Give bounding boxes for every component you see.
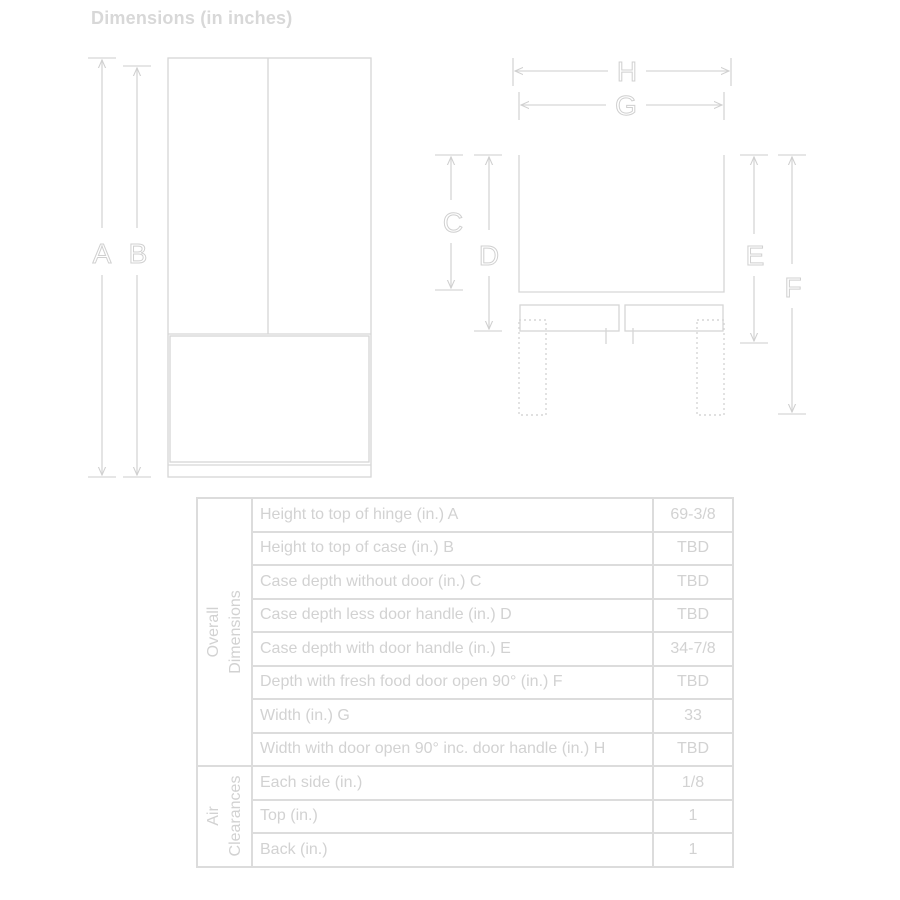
row-label: Case depth with door handle (in.) E xyxy=(252,632,653,666)
row-value: 1 xyxy=(653,800,733,834)
table-row xyxy=(197,565,733,599)
row-label: Height to top of case (in.) B xyxy=(252,532,653,566)
table-row xyxy=(197,666,733,700)
group-air-clearances: Air Clearances xyxy=(197,766,252,867)
group-overall-dimensions: Overall Dimensions xyxy=(197,498,252,766)
right-door-top-view xyxy=(625,305,723,331)
right-door-open-outline xyxy=(697,320,724,415)
row-label: Case depth less door handle (in.) D xyxy=(252,599,653,633)
table-row xyxy=(197,800,733,834)
label-c: C xyxy=(442,207,464,238)
row-value: 33 xyxy=(653,699,733,733)
row-label: Top (in.) xyxy=(252,800,653,834)
row-value: TBD xyxy=(653,532,733,566)
label-d: D xyxy=(478,240,500,271)
table-row xyxy=(197,532,733,566)
row-label: Width with door open 90° inc. door handle (in.) H xyxy=(252,733,653,767)
row-value: 34-7/8 xyxy=(653,632,733,666)
row-label: Case depth without door (in.) C xyxy=(252,565,653,599)
table-row xyxy=(197,498,733,532)
table-row xyxy=(197,766,733,800)
row-label: Height to top of hinge (in.) A xyxy=(252,498,653,532)
row-label: Each side (in.) xyxy=(252,766,653,800)
table-row xyxy=(197,632,733,666)
table-row xyxy=(197,699,733,733)
row-value: TBD xyxy=(653,666,733,700)
freezer-drawer xyxy=(170,336,369,462)
row-value: 1 xyxy=(653,833,733,867)
table-row xyxy=(197,599,733,633)
label-f: F xyxy=(784,272,802,303)
label-h: H xyxy=(616,56,638,87)
row-label: Depth with fresh food door open 90° (in.) F xyxy=(252,666,653,700)
dimensions-table xyxy=(196,497,734,868)
left-door-open-outline xyxy=(519,320,546,415)
row-value: 1/8 xyxy=(653,766,733,800)
row-label: Width (in.) G xyxy=(252,699,653,733)
row-value: 69-3/8 xyxy=(653,498,733,532)
label-a: A xyxy=(92,238,112,269)
row-value: TBD xyxy=(653,599,733,633)
label-g: G xyxy=(615,90,637,121)
label-b: B xyxy=(128,238,148,269)
label-e: E xyxy=(745,240,765,271)
table-row xyxy=(197,833,733,867)
row-value: TBD xyxy=(653,565,733,599)
fridge-top-outline xyxy=(519,155,724,292)
row-label: Back (in.) xyxy=(252,833,653,867)
page-title: Dimensions (in inches) xyxy=(91,8,293,28)
left-door-top-view xyxy=(520,305,619,331)
table-row xyxy=(197,733,733,767)
row-value: TBD xyxy=(653,733,733,767)
fridge-front-outline xyxy=(168,58,371,477)
